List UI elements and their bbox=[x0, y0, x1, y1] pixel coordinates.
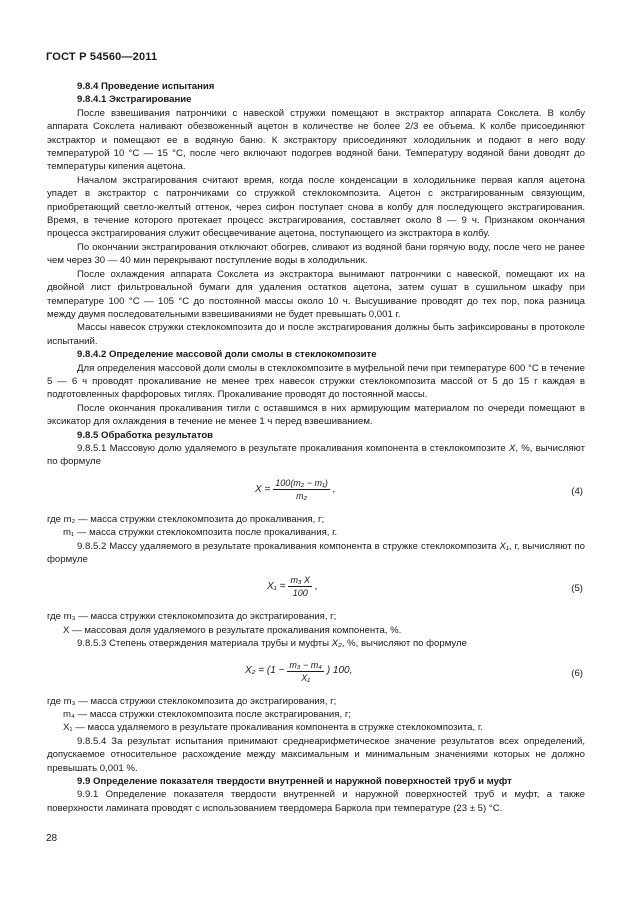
formula-number: (4) bbox=[571, 485, 583, 497]
paragraph: 9.8.5.1 Массовую долю удаляемого в результате прокаливания компонента в стеклокомпозите X, %, вычисляют по формуле bbox=[47, 442, 585, 468]
paragraph: После окончания прокаливания тигли с оставшимся в них армирующим материалом по очереди помещают в эксикатор для охлаждения в течение не менее 1 ч перед взвешиванием. bbox=[47, 402, 585, 428]
document-header: ГОСТ Р 54560—2011 bbox=[46, 51, 158, 63]
paragraph: Массы навесок стружки стеклокомпозита до и после экстрагирования должны быть зафиксированы в протоколе испытаний. bbox=[47, 322, 585, 347]
paragraph: 9.8.5.2 Массу удаляемого в результате прокаливания компонента в стружке стеклокомпозита X₁, г, вычисляют по формуле bbox=[47, 540, 585, 565]
section-heading-984: 9.8.4 Проведение испытания bbox=[77, 81, 215, 92]
where-line: m₄ — масса стружки стеклокомпозита после экстрагирования, г; bbox=[63, 709, 351, 721]
section-heading-9841: 9.8.4.1 Экстрагирование bbox=[77, 94, 192, 106]
paragraph: Началом экстрагирования считают время, когда после конденсации в холодильнике первая капля ацетона упадет в экстрактор с патрончиками со стружкой стеклокомпозита. Ацетон с экстрагированным связующим, приобретающий светло-желтый оттенок, через сифон поступает снова в колбу для последующего экстрагирования. Время, в течение которого протекает процесс экстрагирования, составляет около 8 — 9 ч. Признаком окончания процесса экстрагирования служит обесцвечивание ацетона, поступающего из экстрактора в колбу. bbox=[47, 174, 585, 240]
paragraph: 9.8.5.4 За результат испытания принимают среднеарифметическое значение результатов всех определений, допускаемое относительное расхождение между максимальным и минимальным значениями которых не должно превышать 0,001 %. bbox=[47, 735, 585, 774]
section-heading-99: 9.9 Определение показателя твердости внутренней и наружной поверхностей труб и муфт bbox=[77, 776, 512, 788]
page-content bbox=[47, 80, 585, 815]
formula-number: (5) bbox=[571, 583, 583, 595]
paragraph: 9.9.1 Определение показателя твердости внутренней и наружной поверхностей труб и муфт, а также поверхности ламината проводят с использованием твердомера Баркола при температуре (23 ± 5) °С. bbox=[47, 789, 585, 814]
where-line: X — массовая доля удаляемого в результате прокаливания компонента, %. bbox=[63, 624, 402, 636]
formula-5: X₁ = $\frac{\text{m₃ X}}{100}$ , (5) bbox=[267, 575, 583, 599]
where-line: где m₂ — масса стружки стеклокомпозита до прокаливания, г; bbox=[47, 513, 325, 525]
section-heading-985: 9.8.5 Обработка результатов bbox=[77, 429, 214, 441]
formula-6: X₂ = (1 − $\frac{\text{m₃ − m₄}}{\text{X₁}}$ ) 100, (6) bbox=[245, 659, 583, 683]
paragraph: После охлаждения аппарата Сокслета из экстрактора вынимают патрончики с навеской, помещают их на двойной лист фильтровальной бумаги для удаления остатков ацетона, затем сушат в сушильном шкафу при температуре 100 °С — 105 °С до постоянной массы около 10 ч. Высушивание проводят до тех пор, пока разница между двумя последовательными взвешиваниями не будет превышать 0,001 г. bbox=[47, 268, 585, 320]
paragraph: По окончании экстрагирования отключают обогрев, сливают из водяной бани горячую воду, после чего не ранее чем через 30 — 40 мин перекрывают поступление воды в холодильник. bbox=[47, 241, 585, 267]
where-line: X₁ — масса удаляемого в результате прокаливания компонента в стружке стеклокомпозита, г. bbox=[63, 722, 483, 734]
page-number: 28 bbox=[46, 833, 58, 844]
where-line: m₁ — масса стружки стеклокомпозита после прокаливания, г. bbox=[63, 527, 338, 539]
paragraph: Для определения массовой доли смолы в стеклокомпозите в муфельной печи при температуре 600 °С в течение 5 — 6 ч проводят прокаливание не менее трех навесок стружки стеклокомпозита массой от 5 до 15 г каждая в подготовленных фарфоровых тиглях. Прокаливание проводят до постоянной массы. bbox=[47, 362, 585, 401]
section-heading-9842: 9.8.4.2 Определение массовой доли смолы в стеклокомпозите bbox=[77, 349, 377, 361]
paragraph: После взвешивания патрончики с навеской стружки помещают в экстрактор аппарата Сокслета. В колбу аппарата Сокслета наливают обезвоженный ацетон в количестве не более 2/3 ее объема. К колбе присоединяют экстрактор и помещают ее в водяную баню. К экстрактору присоединяют холодильник и подают в него воду температурой 10 °С — 15 °С, после чего включают подогрев водяной бани. Температуру водяной бани доводят до температуры кипения ацетона. bbox=[47, 107, 585, 173]
paragraph: 9.8.5.3 Степень отверждения материала трубы и муфты X₂, %, вычисляют по формуле bbox=[77, 638, 467, 650]
where-line: где m₃ — масса стружки стеклокомпозита до экстрагирования, г; bbox=[47, 695, 337, 707]
formula-number: (6) bbox=[571, 667, 583, 679]
where-line: где m₃ — масса стружки стеклокомпозита до экстрагирования, г; bbox=[47, 611, 337, 623]
formula-4: X = $\frac{\text{100(m₂ − m₁)}}{\text{m₂}}$ , (4) bbox=[255, 477, 583, 501]
